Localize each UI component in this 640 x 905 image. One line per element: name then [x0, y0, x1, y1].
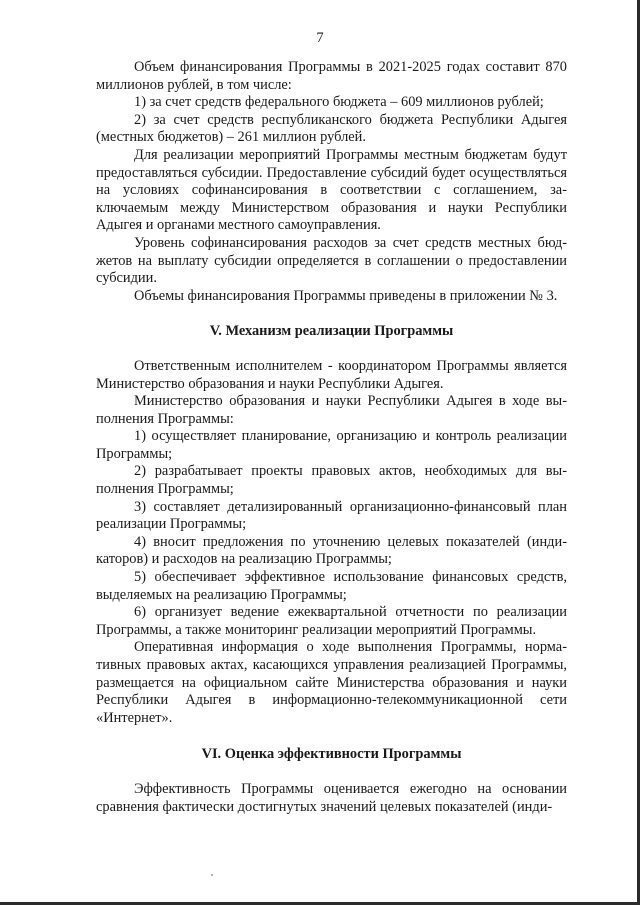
- section-4-financing: [96, 59, 567, 305]
- paragraph: Объемы финансирования Программы приведены в приложении № 3.: [134, 287, 558, 304]
- paragraph: Эффективность Программы оценивается ежегодно на основании сравнения фактически достигнутых значений целевых показателей (инди-: [96, 780, 567, 815]
- section-6-evaluation: [96, 781, 567, 816]
- list-item: 5) обеспечивает эффективное использование финансовых средств, выделяемых на реализацию Программы;: [96, 569, 567, 603]
- section-heading: VI. Оценка эффективности Программы: [201, 746, 462, 763]
- list-item: 1) осуществляет планирование, организацию и контроль реализации Программы;: [96, 428, 567, 462]
- list-item: 6) организует ведение ежеквартальной отчетности по реализации Программы, а также мониторинг реализации мероприятий Программы.: [96, 604, 567, 638]
- section-5-mechanism: [96, 358, 567, 727]
- paragraph: Объем финансирования Программы в 2021-2025 годах составит 870 миллионов рублей, в том числе:: [96, 59, 567, 93]
- document-body: [96, 59, 567, 816]
- list-item: 4) вносит предложения по уточнению целевых показателей (индикаторов) и расходов на реализацию Программы;: [96, 533, 567, 568]
- page-number: 7: [316, 30, 324, 46]
- paragraph: Министерство образования и науки Республики Адыгея в ходе выполнения Программы:: [96, 393, 567, 427]
- list-item: 3) составляет детализированный организационно-финансовый план реализации Программы;: [96, 498, 567, 533]
- paragraph: Оперативная информация о ходе выполнения Программы, нормативных правовых актах, касающихся управления реализацией Программы, размещается на официальном сайте Министерства образования и науки Республики Адыгея в информационно-телекоммуникационной сети «Интернет».: [96, 639, 567, 726]
- section-heading: V. Механизм реализации Программы: [209, 323, 454, 340]
- paragraph: Ответственным исполнителем - координатором Программы является Министерство образования и науки Республики Адыгея.: [96, 357, 567, 392]
- paragraph: Для реализации мероприятий Программы местным бюджетам будут предоставляться субсидии. Предоставление субсидий будет осуществляться на условиях софинансирования в соответствии с соглашением, заключаемым между Министерством образования и науки Республики Адыгея и органами местного самоуправления.: [96, 146, 567, 234]
- list-item: 1) за счет средств федерального бюджета – 609 миллионов рублей;: [134, 94, 544, 111]
- list-item: 2) за счет средств республиканского бюджета Республики Адыгея (местных бюджетов) – 261 миллион рублей.: [96, 111, 567, 146]
- paragraph: Уровень софинансирования расходов за счет средств местных бюджетов на выплату субсидии определяется в соглашении о предоставлении субсидии.: [96, 234, 567, 287]
- list-item: 2) разрабатывает проекты правовых актов, необходимых для выполнения Программы;: [96, 463, 567, 498]
- scan-speck: [211, 874, 213, 876]
